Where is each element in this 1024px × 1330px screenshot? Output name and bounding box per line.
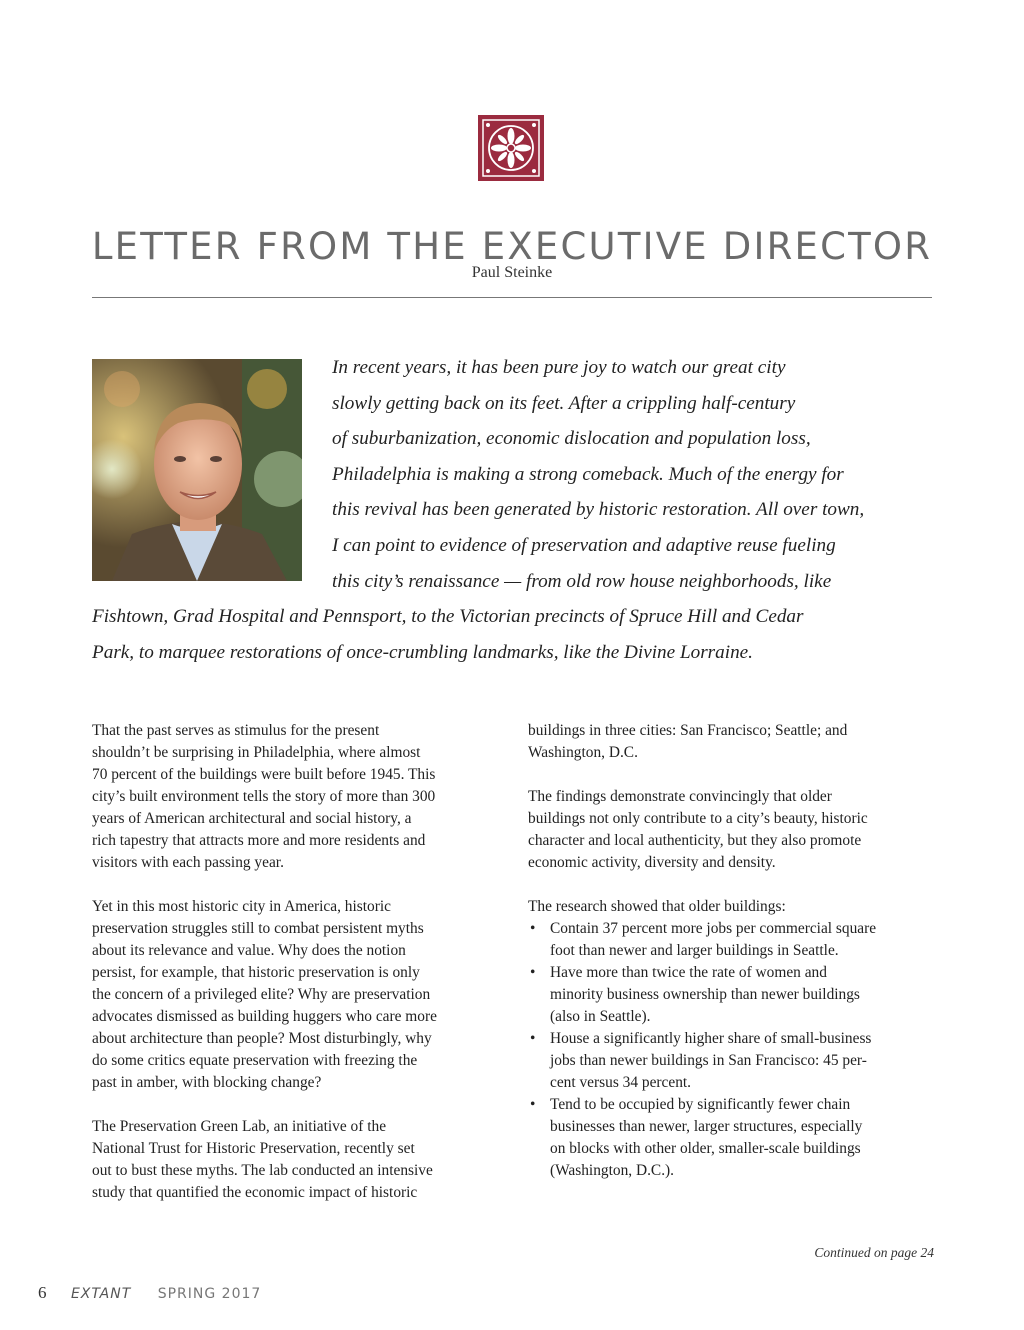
text-line: past in amber, with blocking change?	[92, 1074, 322, 1091]
text-line: buildings in three cities: San Francisco; Seattle; and	[528, 722, 848, 739]
emblem-logo	[478, 115, 544, 181]
text-line: study that quantified the economic impact of historic	[92, 1184, 418, 1201]
header-divider	[92, 297, 932, 298]
intro-line: Park, to marquee restorations of once-crumbling landmarks, like the Divine Lorraine.	[92, 641, 753, 663]
intro-line: Fishtown, Grad Hospital and Pennsport, to the Victorian precincts of Spruce Hill and Cedar	[92, 606, 804, 628]
continued-on-page-note: Continued on page 24	[814, 1245, 934, 1260]
body-paragraph	[528, 786, 933, 874]
text-line: rich tapestry that attracts more and more residents and	[92, 832, 426, 849]
body-paragraph	[92, 720, 492, 874]
text-line: Washington, D.C.	[528, 744, 638, 761]
intro-line: this revival has been generated by historic restoration. All over town,	[332, 499, 865, 521]
text-line: economic activity, diversity and density.	[528, 854, 776, 871]
text-line: (Washington, D.C.).	[550, 1162, 675, 1179]
text-line: Tend to be occupied by significantly fewer chain	[550, 1096, 851, 1113]
text-line: jobs than newer buildings in San Francisco: 45 per-	[550, 1052, 867, 1069]
list-item	[528, 1028, 933, 1094]
text-line: House a significantly higher share of small-business	[550, 1030, 872, 1047]
bullet-icon: •	[530, 1096, 536, 1113]
list-item	[528, 1094, 933, 1182]
text-line: out to bust these myths. The lab conducted an intensive	[92, 1162, 433, 1179]
text-line: Contain 37 percent more jobs per commercial square	[550, 920, 877, 937]
text-line: businesses than newer, larger structures, especially	[550, 1118, 863, 1135]
author-byline: Paul Steinke	[471, 264, 553, 281]
body-paragraph	[528, 720, 933, 764]
text-line: character and local authenticity, but they also promote	[528, 832, 862, 849]
intro-line: this city’s renaissance — from old row house neighborhoods, like	[332, 570, 832, 592]
magazine-name: EXTANT	[70, 1286, 132, 1302]
text-line: persist, for example, that historic preservation is only	[92, 964, 420, 981]
text-line: Have more than twice the rate of women and	[550, 964, 827, 981]
text-line: minority business ownership than newer buildings	[550, 986, 860, 1003]
findings-bullet-list	[528, 918, 933, 1182]
text-line: shouldn’t be surprising in Philadelphia, where almost	[92, 744, 421, 761]
intro-line: Philadelphia is making a strong comeback. Much of the energy for	[332, 463, 844, 485]
text-line: The Preservation Green Lab, an initiative of the	[92, 1118, 387, 1135]
intro-line: In recent years, it has been pure joy to watch our great city	[332, 357, 786, 378]
text-line: cent versus 34 percent.	[550, 1074, 692, 1091]
list-item	[528, 962, 933, 1028]
body-paragraph	[92, 896, 492, 1094]
right-column	[528, 720, 933, 1182]
text-line: city’s built environment tells the story of more than 300	[92, 788, 436, 805]
list-item	[528, 918, 933, 962]
text-line: visitors with each passing year.	[92, 854, 284, 871]
text-line: about its relevance and value. Why does the notion	[92, 942, 406, 959]
text-line: the concern of a privileged elite? Why are preservation	[92, 986, 431, 1003]
text-line: The findings demonstrate convincingly that older	[528, 788, 832, 805]
text-line: buildings not only contribute to a city’s beauty, historic	[528, 810, 868, 827]
text-line: 70 percent of the buildings were built before 1945. This	[92, 766, 436, 783]
issue-season: SPRING 2017	[157, 1286, 262, 1302]
page-title: LETTER FROM THE EXECUTIVE DIRECTOR	[91, 224, 933, 268]
text-line: advocates dismissed as building huggers who care more	[92, 1008, 437, 1025]
intro-line: of suburbanization, economic dislocation and population loss,	[332, 428, 811, 450]
intro-line: I can point to evidence of preservation and adaptive reuse fueling	[332, 534, 836, 556]
bullet-icon: •	[530, 1030, 536, 1047]
list-intro: The research showed that older buildings:	[528, 898, 786, 915]
bullet-icon: •	[530, 920, 536, 937]
text-line: Yet in this most historic city in America, historic	[92, 898, 391, 915]
page-footer	[38, 1283, 261, 1303]
left-column	[92, 720, 492, 1226]
text-line: about architecture than people? Most disturbingly, why	[92, 1030, 432, 1047]
intro-line: slowly getting back on its feet. After a crippling half-century	[332, 392, 796, 414]
bullet-icon: •	[530, 964, 536, 981]
text-line: National Trust for Historic Preservation, recently set	[92, 1140, 415, 1157]
intro-paragraph	[92, 350, 934, 670]
body-paragraph	[92, 1116, 492, 1204]
page-number: 6	[38, 1283, 47, 1302]
text-line: years of American architectural and social history, a	[92, 810, 412, 827]
text-line: foot than newer and larger buildings in Seattle.	[550, 942, 839, 959]
text-line: That the past serves as stimulus for the present	[92, 722, 380, 739]
text-line: do some critics equate preservation with freezing the	[92, 1052, 418, 1069]
text-line: on blocks with other older, smaller-scale buildings	[550, 1140, 861, 1157]
text-line: (also in Seattle).	[550, 1008, 651, 1025]
text-line: preservation struggles still to combat persistent myths	[92, 920, 424, 937]
